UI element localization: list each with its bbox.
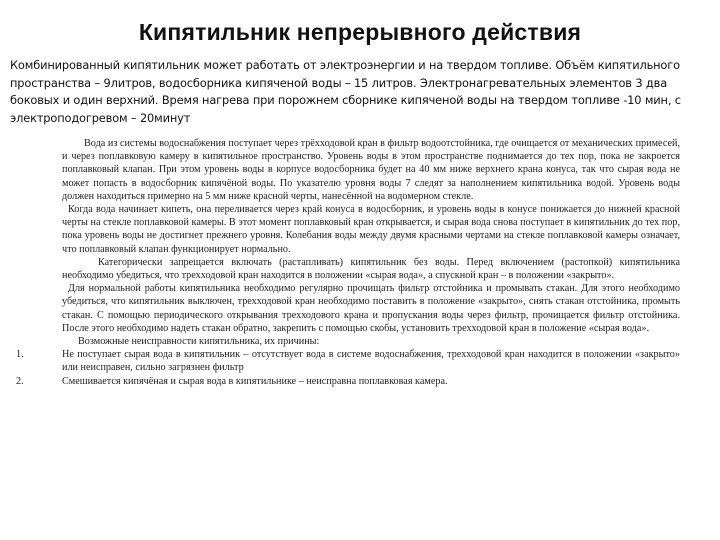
intro-paragraph: Комбинированный кипятильник может работать от электроэнергии и на твердом топливе. Объём кипятильного пространства – 9литров, водосборника кипяченой воды – 15 литров. Электронагревательных элементов 3 два боковых и один верхний. Время нагрева при порожнем сборнике кипяченой воды на твердом топливе -10 мин, с электроподогревом – 20минут [10,58,681,125]
list-item [14,348,680,374]
list-item-number: 1. [16,349,24,361]
paragraph-boiling: Когда вода начинает кипеть, она переливается через край конуса в водосборник, и уровень воды в конусе понижается до нижней красной черты на стекле поплавковой камеры. В этот момент поплавковый кран открывается, и сырая вода снова поступает в кипятильник до тех пор, пока уровень воды не достигнет прежнего уровня. Колебания воды между двумя красными чертами на стекле поплавковой камеры означает, что поплавковый клапан функционирует нормально. [62,204,680,255]
list-item [14,375,680,388]
paragraph-water-supply: Вода из системы водоснабжения поступает через трёхходовой кран в фильтр водоотстойника, где очищается от механических примесей, и через поплавковую камеру в кипятильное пространство. Уровень воды в этом пространстве поднимается до тех пор, пока не закроется поплавковый клапан. При этом уровень воды в корпусе водосборника будет на 40 мм ниже верхнего крана конуса, так что сырая вода не может попасть в водосборник кипячёной воды. По указателю уровня воды 7 следят за наполнением кипятильника водой. Уровень воды должен находиться примерно на 5 мм ниже красной черты, нанесённой на водомерном стекле. [62,138,680,202]
paragraph-prohibition: Категорически запрещается включать (растапливать) кипятильник без воды. Перед включением (растопкой) кипятильника необходимо убедиться, что трехходовой кран находится в положении «сырая вода», а спускной кран – в положении «закрыто». [62,256,680,282]
list-item-text: Не поступает сырая вода в кипятильник – отсутствует вода в системе водоснабжения, трехходовой кран находится в положении «закрыто» или неисправен, сильно загрязнен фильтр [62,349,680,374]
faults-list [14,348,680,388]
description-block [14,137,680,388]
paragraph-maintenance: Для нормальной работы кипятильника необходимо регулярно прочищать фильтр отстойника и промывать стакан. Для этого необходимо убедиться, что кипятильник выключен, трехходовой кран необходимо поставить в положение «закрыто», снять стакан отстойника, промыть стакан. С помощью периодического открывания трехходового крана и пропускания воды через фильтр, прочищается фильтр отстойника. После этого необходимо надеть стакан обратно, закрепить с помощью скобы, установить трехходовой кран в положение «сырая вода». [62,283,680,334]
list-item-text: Смешивается кипячёная и сырая вода в кипятильнике – неисправна поплавковая камера. [62,375,448,387]
slide-title: Кипятильник непрерывного действия [138,19,582,45]
faults-heading: Возможные неисправности кипятильника, их причины: [78,336,320,348]
list-item-number: 2. [16,375,24,387]
